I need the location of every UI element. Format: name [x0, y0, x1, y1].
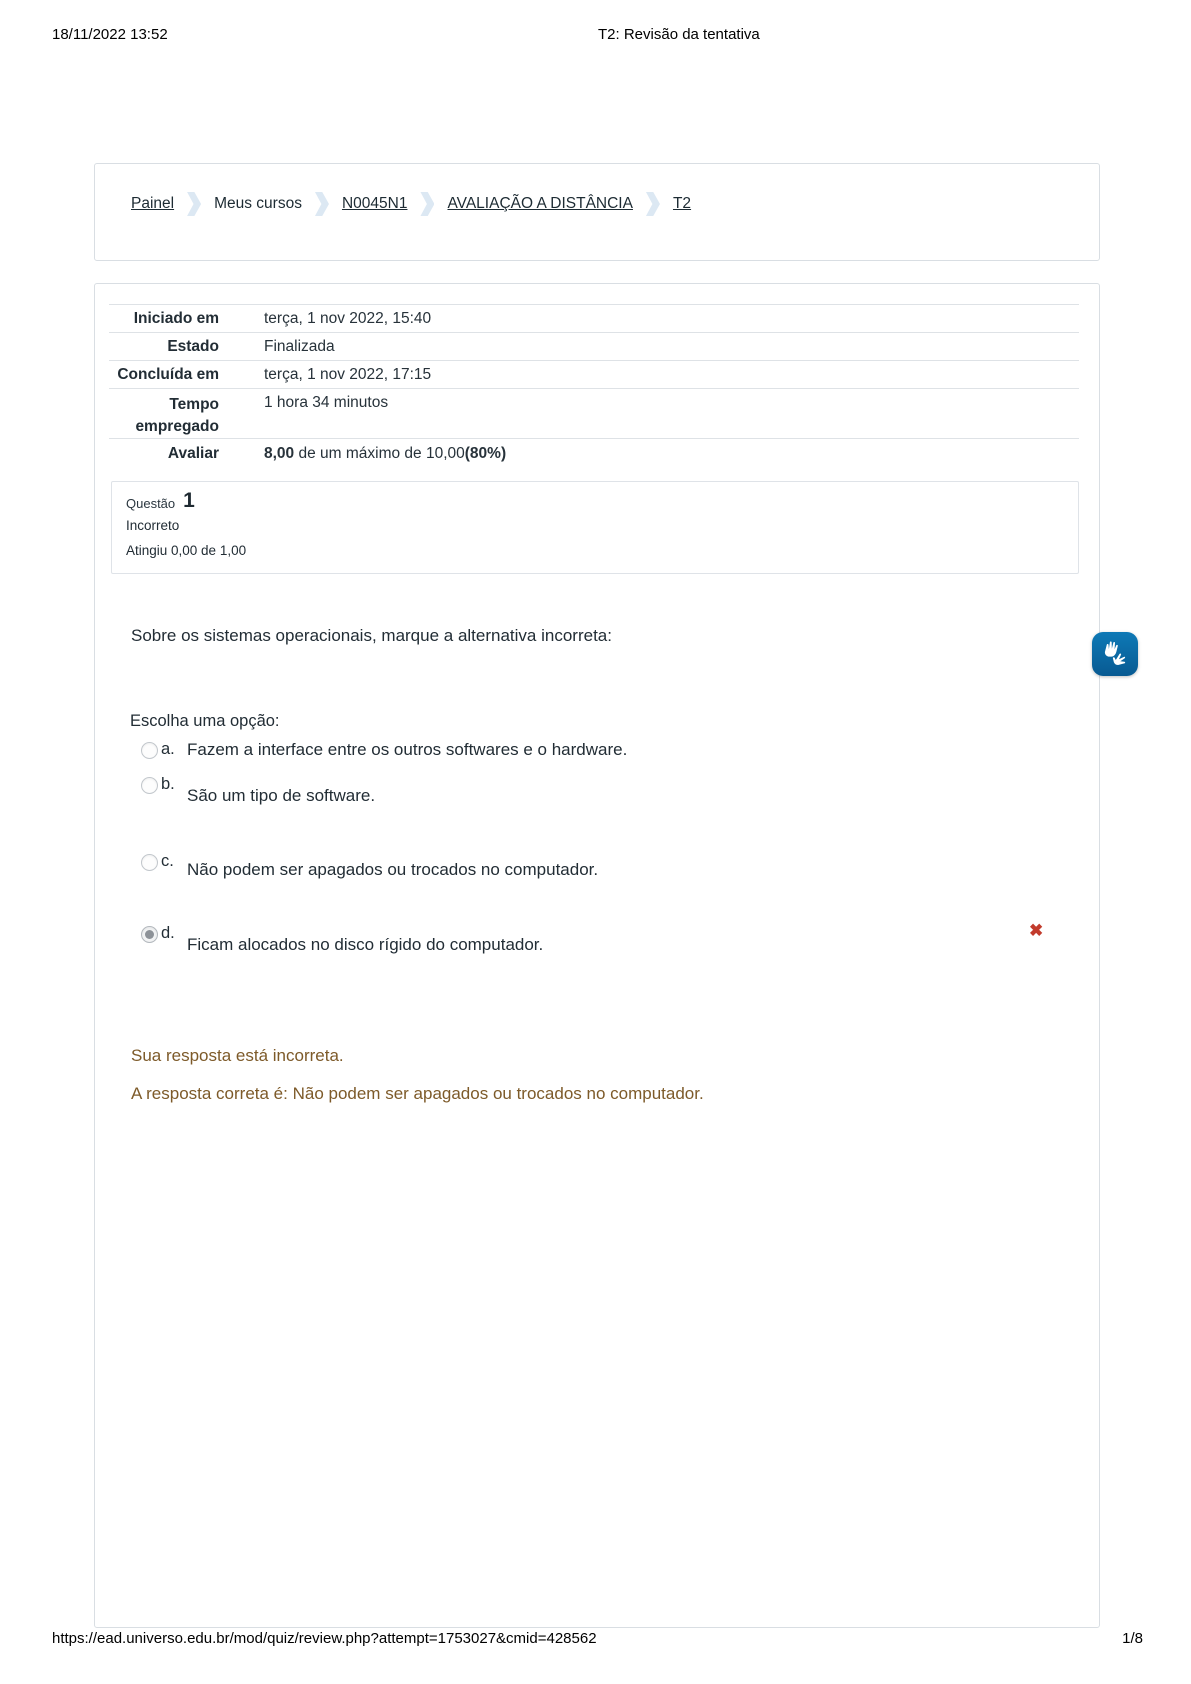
summary-value: 1 hora 34 minutos — [264, 394, 389, 411]
summary-value: Finalizada — [264, 337, 335, 355]
summary-label: Tempo empregado — [135, 396, 219, 435]
table-row — [109, 332, 1079, 360]
print-header-title: T2: Revisão da tentativa — [598, 26, 760, 43]
option-text: São um tipo de software. — [187, 786, 376, 805]
print-header-datetime: 18/11/2022 13:52 — [52, 26, 168, 43]
feedback-correct-answer-text: A resposta correta é: Não podem ser apagados ou trocados no computador. — [131, 1084, 704, 1103]
summary-label: Concluída em — [117, 365, 219, 383]
radio-button-a[interactable] — [141, 742, 158, 759]
breadcrumb — [131, 192, 691, 216]
radio-button-b[interactable] — [141, 777, 158, 794]
option-letter: c. — [161, 852, 174, 870]
table-row — [109, 304, 1079, 332]
table-row — [109, 438, 1079, 468]
table-row — [109, 360, 1079, 388]
answer-option-a — [141, 740, 1061, 780]
breadcrumb-avaliacao-distancia[interactable]: AVALIAÇÃO A DISTÂNCIA — [447, 195, 633, 212]
option-text: Ficam alocados no disco rígido do computador. — [187, 935, 544, 954]
answer-option-c — [141, 852, 1061, 892]
option-text: Não podem ser apagados ou trocados no computador. — [187, 860, 599, 879]
sign-language-hands-icon — [1100, 640, 1130, 668]
answer-prompt: Escolha uma opção: — [130, 712, 280, 730]
radio-button-d-selected[interactable] — [141, 926, 158, 943]
option-text: Fazem a interface entre os outros softwares e o hardware. — [187, 740, 628, 759]
incorrect-x-icon: ✖ — [1029, 921, 1044, 940]
chevron-right-icon — [187, 192, 201, 216]
summary-value: terça, 1 nov 2022, 17:15 — [264, 365, 432, 383]
question-grade-text: Atingiu 0,00 de 1,00 — [126, 543, 247, 558]
option-letter: b. — [161, 775, 175, 793]
feedback-incorrect-text: Sua resposta está incorreta. — [131, 1046, 344, 1065]
chevron-right-icon — [646, 192, 660, 216]
option-letter: a. — [161, 740, 175, 758]
quiz-review-card — [94, 283, 1100, 1628]
table-row — [109, 388, 1079, 438]
answer-option-b — [141, 775, 1061, 815]
summary-grade-value — [237, 445, 506, 463]
summary-label: Avaliar — [167, 444, 219, 462]
summary-label: Iniciado em — [133, 309, 219, 327]
breadcrumb-painel[interactable]: Painel — [131, 195, 175, 212]
summary-label: Estado — [167, 337, 219, 355]
attempt-summary-table — [109, 304, 1079, 468]
question-info-box — [111, 481, 1079, 574]
radio-button-c[interactable] — [141, 854, 158, 871]
question-state-badge: Incorreto — [126, 518, 180, 533]
breadcrumb-card — [94, 163, 1100, 261]
summary-value: terça, 1 nov 2022, 15:40 — [264, 309, 432, 327]
print-footer-page-number: 1/8 — [1122, 1630, 1143, 1647]
option-letter: d. — [161, 924, 175, 942]
print-footer-url: https://ead.universo.edu.br/mod/quiz/review.php?attempt=1753027&cmid=428562 — [52, 1630, 597, 1647]
breadcrumb-t2[interactable]: T2 — [672, 195, 692, 212]
question-number: 1 — [183, 489, 195, 512]
question-word-label: Questão — [126, 496, 176, 511]
chevron-right-icon — [315, 192, 329, 216]
grade-number: 8,00 — [264, 444, 295, 462]
answer-option-d — [141, 921, 1061, 964]
chevron-right-icon — [420, 192, 434, 216]
question-text: Sobre os sistemas operacionais, marque a alternativa incorreta: — [131, 626, 612, 645]
breadcrumb-course-code[interactable]: N0045N1 — [341, 195, 408, 212]
breadcrumb-meus-cursos: Meus cursos — [214, 195, 302, 212]
sign-language-accessibility-button[interactable] — [1092, 632, 1138, 676]
grade-out-of: de um máximo de 10,00 — [294, 444, 465, 462]
grade-percent: (80%) — [464, 444, 507, 462]
